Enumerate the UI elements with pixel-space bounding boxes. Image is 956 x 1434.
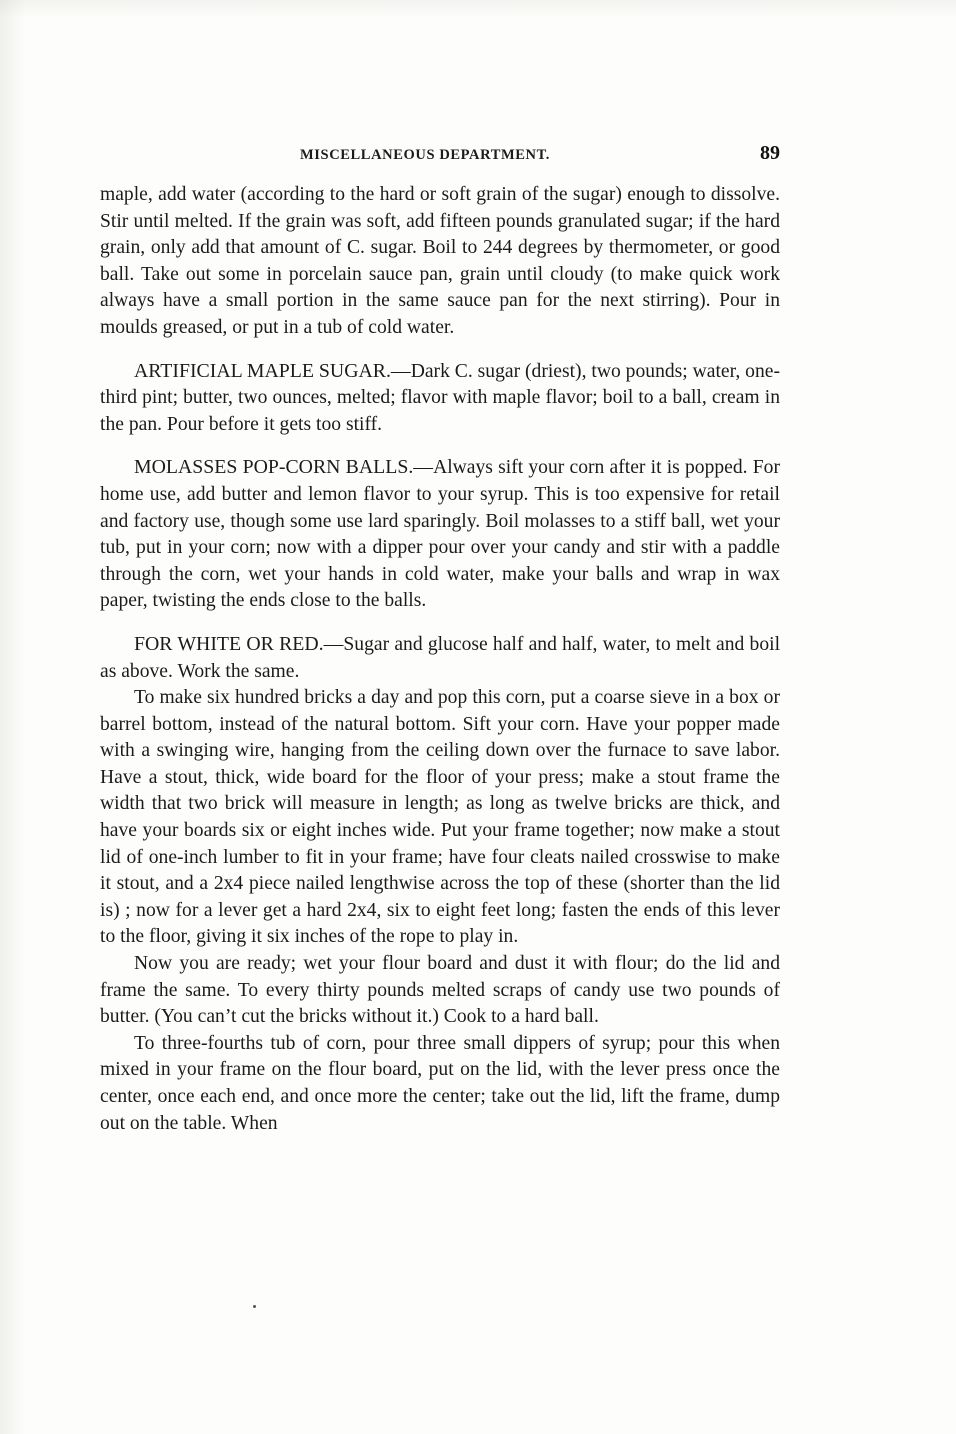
paragraph-1-text: maple, add water (according to the hard or soft grain of the sugar) enough to dissolve. Stir until melted. If the grain was soft, add fifteen pounds granulated sugar; if the hard grain, only add that amount of C. sugar. Boil to 244 degrees by thermometer, or good ball. Take out some in porcelain sauce pan, grain until cloudy (to make quick work always have a small portion in the same sauce pan for the next stirring). Pour in moulds greased, or put in a tub of cold water. [100, 184, 780, 338]
section-heading-molasses-pop-corn-balls: MOLASSES POP-CORN BALLS.— [134, 456, 434, 479]
page-edge-shadow-top [0, 0, 956, 18]
page-edge-shadow-left [0, 0, 26, 1434]
paragraph-4-text: Sugar and glucose half and half, water, to melt and boil as above. Work the same. [100, 633, 781, 682]
running-head: MISCELLANEOUS DEPARTMENT. [300, 147, 551, 163]
section-heading-for-white-or-red: FOR WHITE OR RED.— [134, 632, 344, 655]
paragraph-6-text: Now you are ready; wet your flour board and dust it with flour; do the lid and frame the same. To every thirty pounds melted scraps of candy use two pounds of butter. (You can’t cut the bricks without it.) Cook to a hard ball. [100, 953, 780, 1028]
page-header [100, 142, 780, 165]
paragraph-4 [100, 631, 780, 685]
paragraph-5-text: To make six hundred bricks a day and pop this corn, put a coarse sieve in a box or barrel bottom, instead of the natural bottom. Sift your corn. Have your popper made with a swinging wire, hanging from the ceiling down over the furnace to save labor. Have a stout, thick, wide board for the floor of your press; make a stout frame the width that two brick will measure in length; as long as twelve bricks are thick, and have your boards six or eight inches wide. Put your frame together; now make a stout lid of one-inch lumber to fit in your frame; have four cleats nailed crosswise to make it stout, and a 2x4 piece nailed lengthwise across the top of these (shorter than the lid is) ; now for a lever get a hard 2x4, six to eight feet long; fasten the ends of this lever to the floor, giving it six inches of the rope to play in. [100, 687, 780, 948]
paragraph-5 [100, 685, 780, 951]
paragraph-3-text: Always sift your corn after it is popped. For home use, add butter and lemon flavor to your syrup. This is too expensive for retail and factory use, though some use lard sparingly. Boil molasses to a stiff ball, wet your tub, put in your corn; now with a dipper pour over your candy and stir with a paddle through the corn, wet your hands in cold water, make your balls and wrap in wax paper, twisting the ends close to the balls. [100, 457, 780, 612]
paragraph-1 [100, 182, 780, 342]
page-body [100, 182, 780, 1137]
paragraph-7-text: To three-fourths tub of corn, pour three small dippers of syrup; pour this when mixed in your frame on the flour board, put on the lid, with the lever press once the center, once each end, and once more the center; take out the lid, lift the frame, dump out on the table. When [100, 1032, 780, 1134]
paragraph-7 [100, 1031, 780, 1137]
page-number: 89 [760, 142, 780, 164]
paragraph-6 [100, 951, 780, 1031]
paragraph-3 [100, 454, 780, 615]
section-heading-artificial-maple-sugar: ARTIFICIAL MAPLE SUGAR.— [134, 359, 411, 382]
paragraph-2-text: Dark C. sugar (driest), two pounds; water, one-third pint; butter, two ounces, melted; flavor with maple flavor; boil to a ball, cream in the pan. Pour before it gets too stiff. [100, 360, 780, 435]
paragraph-2 [100, 358, 780, 439]
page-footer-mark [253, 1305, 256, 1308]
